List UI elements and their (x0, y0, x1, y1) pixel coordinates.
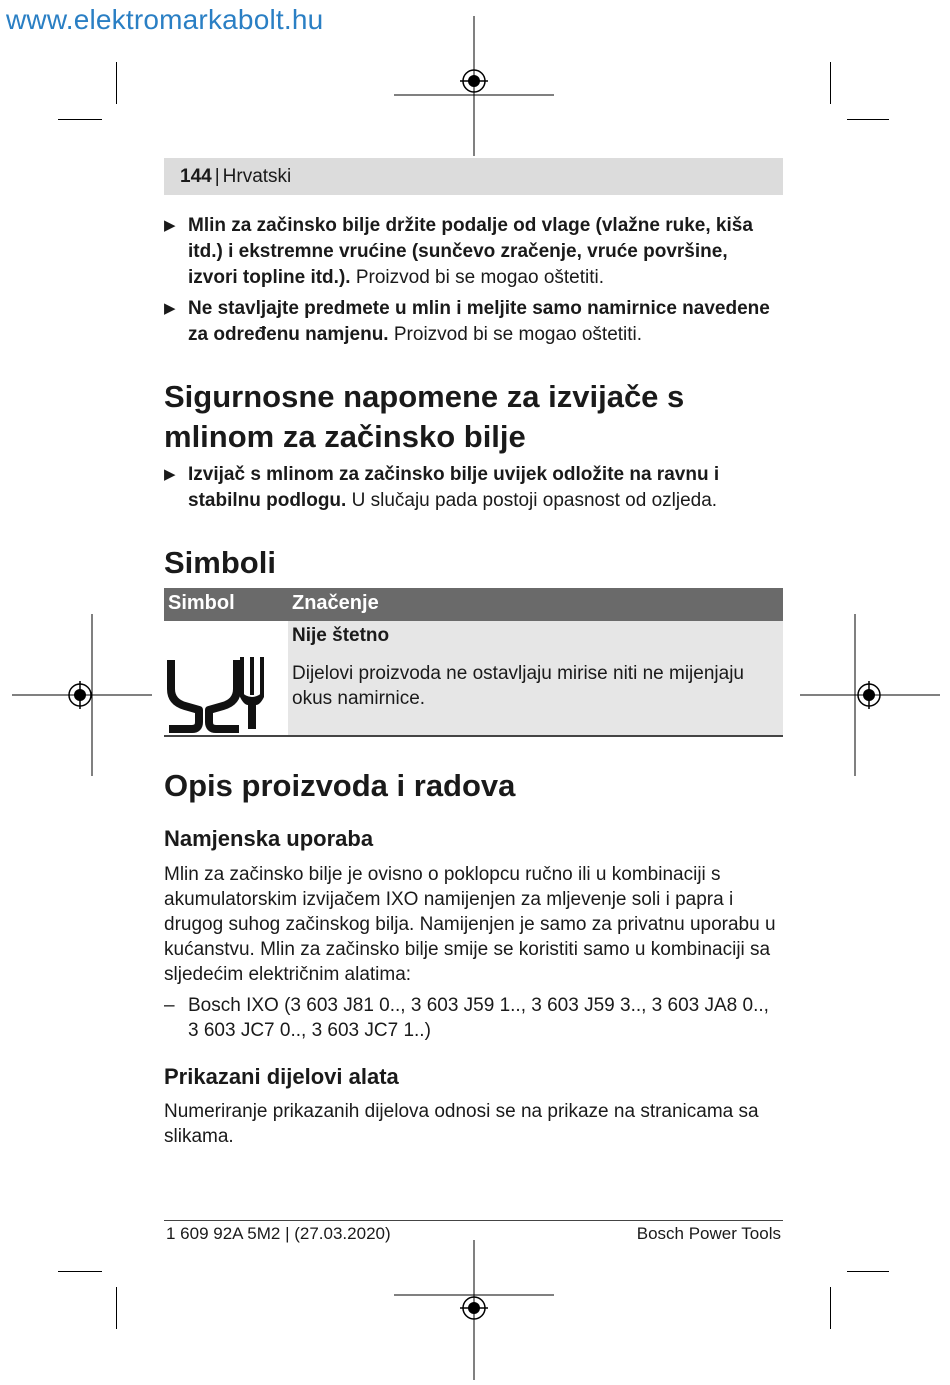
intended-use-text: Mlin za začinsko bilje je ovisno o poklopcu ručno ili u kombinaciji s akumulatorskim izvijačem IXO namijenjen za mljevenje soli i papra i drugog suhog začinskog bilja. Namijenjen je samo za privatnu uporabu u kućanstvu. Mlin za začinsko bilje smije se koristiti samo u kombinaciji sa sljedećim električnim alatima: (164, 864, 776, 985)
bullet-bold-text: Mlin za začinsko bilje držite podalje od vlage (vlažne ruke, kiša itd.) i ekstremne vrućine (sunčevo zračenje, vruće površine, izvori topline itd.). (188, 215, 753, 288)
symbol-title: Nije štetno (292, 625, 390, 646)
bullet-arrow-icon: ▶ (164, 300, 176, 317)
section-title-description: Opis proizvoda i radova (164, 768, 516, 803)
components-text: Numeriranje prikazanih dijelova odnosi se na prikaze na stranicama sa slikama. (164, 1101, 759, 1147)
bullet-text: Proizvod bi se mogao oštetiti. (350, 267, 605, 288)
crop-mark (116, 62, 117, 104)
table-row (164, 621, 783, 737)
crop-mark (847, 1271, 889, 1272)
symbol-cell (164, 621, 288, 735)
bullet-bold-text: Izvijač s mlinom za začinsko bilje uvijek odložite na ravnu i stabilnu podlogu. (188, 464, 720, 511)
page-number: 144 (180, 166, 212, 187)
crop-mark (847, 119, 889, 120)
bullet-text: U slučaju pada postoji opasnost od ozljeda. (346, 490, 718, 511)
safety-bullet (164, 296, 779, 348)
meaning-cell (288, 621, 783, 735)
registration-mark-icon (800, 614, 940, 776)
bullet-arrow-icon: ▶ (164, 217, 176, 234)
footer-divider (164, 1220, 783, 1221)
page-header (164, 158, 783, 195)
list-dash: – (164, 995, 175, 1016)
crop-mark (116, 1287, 117, 1329)
safety-bullet (164, 462, 779, 514)
crop-mark (58, 1271, 102, 1272)
crop-mark (58, 119, 102, 120)
header-separator: | (214, 166, 220, 187)
symbol-description: Dijelovi proizvoda ne ostavljaju mirise niti ne mijenjaju okus namirnice. (292, 663, 744, 709)
list-item-text: Bosch IXO (3 603 J81 0.., 3 603 J59 1.., 3 603 J59 3.., 3 603 JA8 0.., 3 603 JC7 0.., 3 603 JC7 1..) (188, 995, 769, 1041)
column-header-symbol: Simbol (168, 592, 235, 614)
crop-mark (830, 1287, 831, 1329)
bullet-bold-text: Ne stavljajte predmete u mlin i meljite samo namirnice navedene za određenu namjenu. (188, 298, 770, 345)
list-item (164, 993, 783, 1043)
subsection-title-intended-use: Namjenska uporaba (164, 826, 374, 851)
watermark-link[interactable]: www.elektromarkabolt.hu (6, 4, 324, 35)
food-safe-glass-fork-icon (164, 621, 288, 735)
subsection-title-components: Prikazani dijelovi alata (164, 1064, 399, 1089)
registration-mark-icon (394, 16, 554, 156)
bullet-arrow-icon: ▶ (164, 466, 176, 483)
bullet-text: Proizvod bi se mogao oštetiti. (388, 324, 643, 345)
crop-mark (830, 62, 831, 104)
footer-document-id: 1 609 92A 5M2 | (27.03.2020) (166, 1224, 391, 1243)
column-header-meaning: Značenje (292, 592, 379, 614)
safety-bullet (164, 213, 779, 291)
footer-brand: Bosch Power Tools (636, 1224, 781, 1243)
symbols-table-header (164, 588, 783, 621)
registration-mark-icon (394, 1240, 554, 1380)
section-title-safety: Sigurnosne napomene za izvijače s mlinom za začinsko bilje (164, 379, 685, 454)
symbols-table (164, 588, 783, 737)
section-title-symbols: Simboli (164, 545, 276, 580)
registration-mark-icon (12, 614, 152, 776)
header-language: Hrvatski (222, 166, 292, 187)
